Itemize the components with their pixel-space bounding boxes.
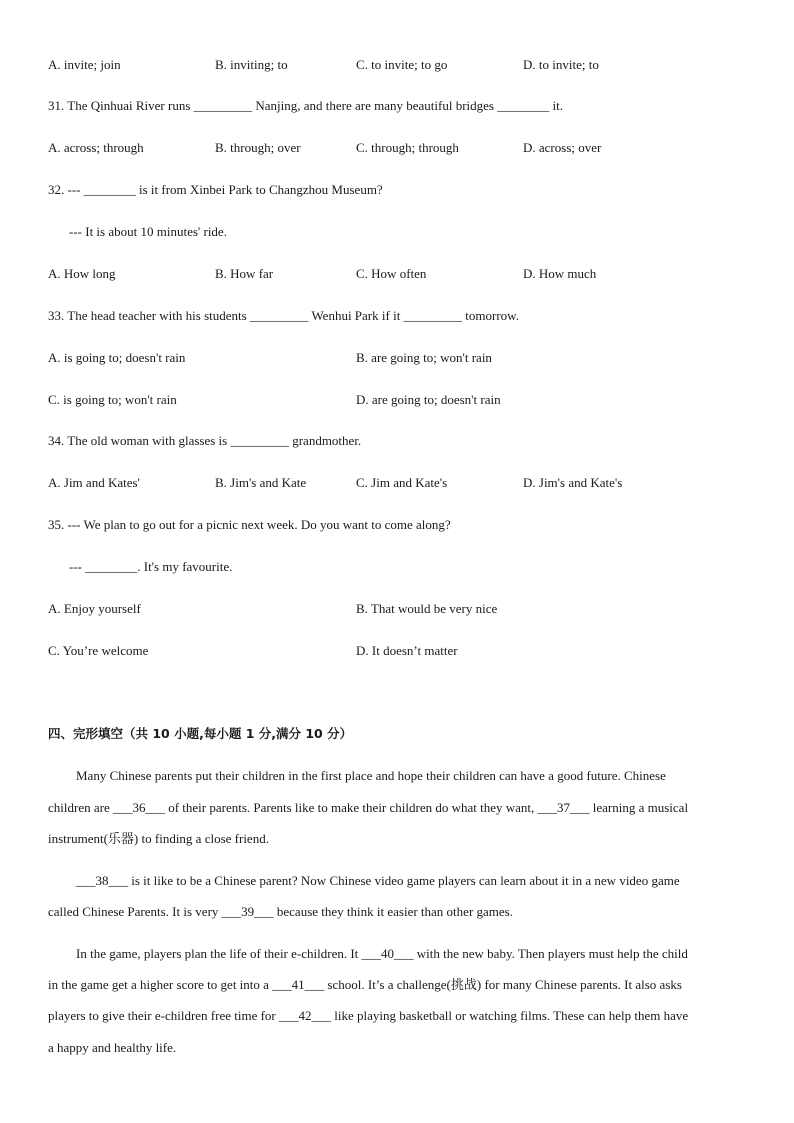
passage-line: players to give their e-children free time for ___42___ like playing basketball or watching films. These can help them have	[48, 1008, 689, 1023]
passage-line: In the game, players plan the life of their e-children. It ___40___ with the new baby. Then players must help the child	[76, 946, 688, 961]
q30-option-a[interactable]: A. invite; join	[48, 57, 121, 72]
q32-reply: --- It is about 10 minutes' ride.	[69, 224, 227, 239]
q35-stem: 35. --- We plan to go out for a picnic next week. Do you want to come along?	[48, 517, 451, 532]
passage-line: ___38___ is it like to be a Chinese parent? Now Chinese video game players can learn about it in a new video game	[76, 873, 680, 888]
q35-option-d[interactable]: D. It doesn’t matter	[356, 643, 458, 658]
q30-option-b[interactable]: B. inviting; to	[215, 57, 288, 72]
passage-line: children are ___36___ of their parents. Parents like to make their children do what they want, ___37___ learning a musical	[48, 800, 689, 815]
q34-stem: 34. The old woman with glasses is _________ grandmother.	[48, 433, 362, 448]
section4-heading: 四、完形填空（共 10 小题,每小题 1 分,满分 10 分）	[48, 726, 353, 741]
q30-option-d[interactable]: D. to invite; to	[523, 57, 599, 72]
passage-line: called Chinese Parents. It is very ___39___ because they think it easier than other games.	[48, 904, 513, 919]
passage-line: in the game get a higher score to get into a ___41___ school. It’s a challenge(挑战) for many Chinese parents. It also asks	[48, 977, 682, 992]
q33-option-b[interactable]: B. are going to; won't rain	[356, 350, 492, 365]
q33-option-d[interactable]: D. are going to; doesn't rain	[356, 392, 501, 407]
q32-option-c[interactable]: C. How often	[356, 266, 427, 281]
q32-option-b[interactable]: B. How far	[215, 266, 274, 281]
q31-option-a[interactable]: A. across; through	[48, 140, 144, 155]
q32-option-a[interactable]: A. How long	[48, 266, 116, 281]
q31-option-b[interactable]: B. through; over	[215, 140, 301, 155]
q34-option-d[interactable]: D. Jim's and Kate's	[523, 475, 623, 490]
q35-option-c[interactable]: C. You’re welcome	[48, 643, 149, 658]
q31-stem: 31. The Qinhuai River runs _________ Nanjing, and there are many beautiful bridges ________ it.	[48, 98, 563, 113]
q33-option-c[interactable]: C. is going to; won't rain	[48, 392, 177, 407]
passage-line: instrument(乐器) to finding a close friend.	[48, 831, 269, 846]
q33-stem: 33. The head teacher with his students _________ Wenhui Park if it _________ tomorrow.	[48, 308, 519, 323]
q35-option-b[interactable]: B. That would be very nice	[356, 601, 498, 616]
q32-stem: 32. --- ________ is it from Xinbei Park to Changzhou Museum?	[48, 182, 383, 197]
q31-option-d[interactable]: D. across; over	[523, 140, 602, 155]
q35-option-a[interactable]: A. Enjoy yourself	[48, 601, 141, 616]
passage-line: Many Chinese parents put their children in the first place and hope their children can have a good future. Chinese	[76, 768, 666, 783]
q32-option-d[interactable]: D. How much	[523, 266, 597, 281]
q31-option-c[interactable]: C. through; through	[356, 140, 459, 155]
q34-option-c[interactable]: C. Jim and Kate's	[356, 475, 448, 490]
q33-option-a[interactable]: A. is going to; doesn't rain	[48, 350, 186, 365]
q30-option-c[interactable]: C. to invite; to go	[356, 57, 448, 72]
q34-option-b[interactable]: B. Jim's and Kate	[215, 475, 307, 490]
passage-line: a happy and healthy life.	[48, 1040, 177, 1055]
q34-option-a[interactable]: A. Jim and Kates'	[48, 475, 140, 490]
q35-reply: --- ________. It's my favourite.	[69, 559, 233, 574]
